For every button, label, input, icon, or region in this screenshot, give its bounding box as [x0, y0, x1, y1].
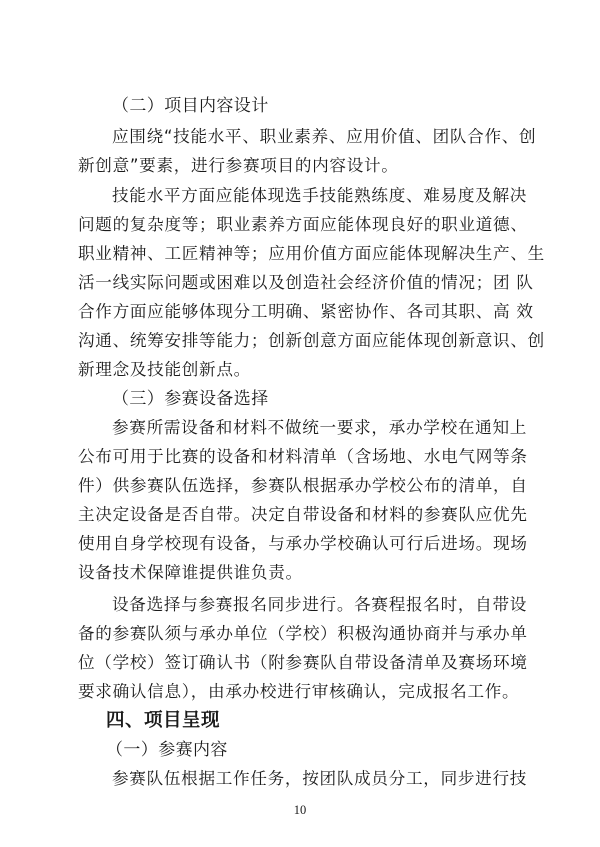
paragraph-line: 公布可用于比赛的设备和材料清单（含场地、水电气网等条	[78, 447, 528, 466]
paragraph-line: 应围绕“技能水平、职业素养、应用价值、团队合作、创	[112, 127, 537, 146]
paragraph-line: 参赛所需设备和材料不做统一要求，承办学校在通知上	[112, 418, 528, 437]
paragraph-line: 主决定设备是否自带。决定自带设备和材料的参赛队应优先	[78, 505, 528, 524]
paragraph-line: 问题的复杂度等；职业素养方面应能体现良好的职业道德、	[78, 215, 528, 234]
paragraph-line: 要求确认信息），由承办校进行审核确认，完成报名工作。	[78, 682, 520, 701]
paragraph-line: 活一线实际问题或困难以及创造社会经济价值的情况；团 队	[78, 273, 534, 292]
paragraph-line: 技能水平方面应能体现选手技能熟练度、难易度及解决	[112, 186, 528, 205]
paragraph-line: 参赛队伍根据工作任务，按团队成员分工，同步进行技	[112, 769, 528, 788]
paragraph-line: 件）供参赛队伍选择，参赛队根据承办学校公布的清单，自	[78, 476, 528, 495]
paragraph-line: 沟通、统筹安排等能力；创新创意方面应能体现创新意识、创	[78, 331, 545, 350]
paragraph-line: 职业精神、工匠精神等；应用价值方面应能体现解决生产、生	[78, 244, 545, 263]
paragraph-line: 新理念及技能创新点。	[78, 360, 251, 379]
page-number: 10	[293, 803, 307, 817]
paragraph-line: 合作方面应能够体现分工明确、紧密协作、各司其职、高 效	[78, 302, 534, 321]
subheading-project-content-design: （二）项目内容设计	[112, 96, 269, 116]
subheading-equipment-selection: （三）参赛设备选择	[112, 389, 269, 409]
paragraph-line: 新创意”要素，进行参赛项目的内容设计。	[78, 156, 399, 175]
subheading-competition-content: （一）参赛内容	[106, 740, 228, 760]
section-title-project-presentation: 四、项目呈现	[106, 710, 221, 731]
paragraph-line: 使用自身学校现有设备，与承办学校确认可行后进场。现场	[78, 534, 528, 553]
paragraph-line: 位（学校）签订确认书（附参赛队自带设备清单及赛场环境	[78, 653, 528, 672]
paragraph-line: 设备选择与参赛报名同步进行。各赛程报名时，自带设	[112, 595, 528, 614]
paragraph-line: 设备技术保障谁提供谁负责。	[78, 563, 303, 582]
paragraph-line: 备的参赛队须与承办单位（学校）积极沟通协商并与承办单	[78, 624, 528, 643]
